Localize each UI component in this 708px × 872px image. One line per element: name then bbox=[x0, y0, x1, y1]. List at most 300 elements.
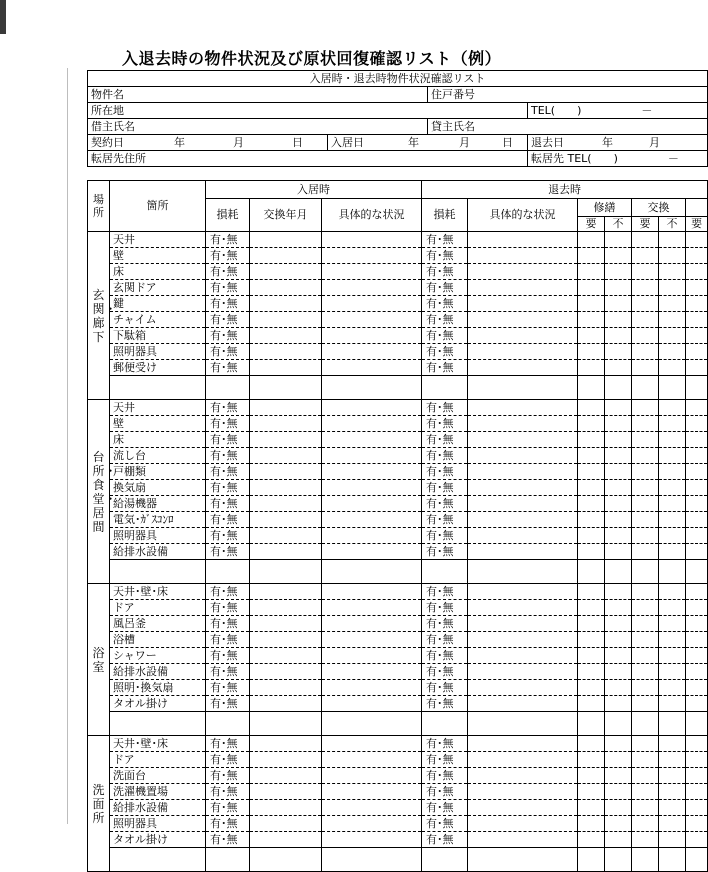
replace-date-cell[interactable] bbox=[250, 480, 322, 496]
repair-not-required-cell[interactable] bbox=[605, 752, 632, 768]
moveout-detail-cell[interactable] bbox=[468, 584, 578, 600]
repair-not-required-cell[interactable] bbox=[605, 632, 632, 648]
extra-cell[interactable] bbox=[686, 648, 708, 664]
replace-date-cell[interactable] bbox=[250, 632, 322, 648]
replace-date-cell[interactable] bbox=[250, 344, 322, 360]
replace-required-cell[interactable] bbox=[632, 528, 659, 544]
moveout-detail-cell[interactable] bbox=[468, 360, 578, 376]
repair-not-required-cell[interactable] bbox=[605, 328, 632, 344]
repair-required-cell[interactable] bbox=[578, 696, 605, 712]
replace-required-cell[interactable] bbox=[632, 448, 659, 464]
extra-cell[interactable] bbox=[686, 344, 708, 360]
replace-not-required-cell[interactable] bbox=[659, 632, 686, 648]
movein-damage-cell[interactable]: 有･無 bbox=[206, 632, 250, 648]
repair-not-required-cell[interactable] bbox=[605, 280, 632, 296]
replace-required-cell[interactable] bbox=[632, 616, 659, 632]
moveout-detail-cell[interactable] bbox=[468, 800, 578, 816]
movein-damage-cell[interactable]: 有･無 bbox=[206, 584, 250, 600]
extra-cell[interactable] bbox=[686, 736, 708, 752]
replace-date-cell[interactable] bbox=[250, 248, 322, 264]
replace-required-cell[interactable] bbox=[632, 752, 659, 768]
repair-not-required-cell[interactable] bbox=[605, 696, 632, 712]
moveout-damage-cell[interactable]: 有･無 bbox=[422, 232, 468, 248]
movein-damage-cell[interactable]: 有･無 bbox=[206, 832, 250, 848]
movein-detail-cell[interactable] bbox=[322, 480, 422, 496]
replace-not-required-cell[interactable] bbox=[659, 432, 686, 448]
movein-detail-cell[interactable] bbox=[322, 816, 422, 832]
extra-cell[interactable] bbox=[686, 400, 708, 416]
replace-date-cell[interactable] bbox=[250, 312, 322, 328]
movein-damage-cell[interactable]: 有･無 bbox=[206, 480, 250, 496]
moveout-damage-cell[interactable]: 有･無 bbox=[422, 648, 468, 664]
movein-detail-cell[interactable] bbox=[322, 296, 422, 312]
movein-detail-cell[interactable] bbox=[322, 280, 422, 296]
replace-date-cell[interactable] bbox=[250, 416, 322, 432]
movein-detail-cell[interactable] bbox=[322, 360, 422, 376]
replace-date-cell[interactable] bbox=[250, 400, 322, 416]
replace-date-cell[interactable] bbox=[250, 528, 322, 544]
repair-required-cell[interactable] bbox=[578, 512, 605, 528]
moveout-detail-cell[interactable] bbox=[468, 816, 578, 832]
movein-damage-cell[interactable]: 有･無 bbox=[206, 752, 250, 768]
movein-detail-cell[interactable] bbox=[322, 768, 422, 784]
repair-required-cell[interactable] bbox=[578, 232, 605, 248]
repair-required-cell[interactable] bbox=[578, 448, 605, 464]
replace-date-cell[interactable] bbox=[250, 512, 322, 528]
extra-cell[interactable] bbox=[686, 584, 708, 600]
replace-date-cell[interactable] bbox=[250, 816, 322, 832]
replace-required-cell[interactable] bbox=[632, 632, 659, 648]
moveout-detail-cell[interactable] bbox=[468, 784, 578, 800]
replace-not-required-cell[interactable] bbox=[659, 584, 686, 600]
moveout-damage-cell[interactable]: 有･無 bbox=[422, 696, 468, 712]
replace-not-required-cell[interactable] bbox=[659, 832, 686, 848]
movein-detail-cell[interactable] bbox=[322, 232, 422, 248]
movein-damage-cell[interactable]: 有･無 bbox=[206, 664, 250, 680]
replace-required-cell[interactable] bbox=[632, 280, 659, 296]
replace-required-cell[interactable] bbox=[632, 344, 659, 360]
moveout-detail-cell[interactable] bbox=[468, 264, 578, 280]
movein-damage-cell[interactable]: 有･無 bbox=[206, 344, 250, 360]
replace-required-cell[interactable] bbox=[632, 400, 659, 416]
repair-required-cell[interactable] bbox=[578, 296, 605, 312]
repair-not-required-cell[interactable] bbox=[605, 816, 632, 832]
repair-not-required-cell[interactable] bbox=[605, 784, 632, 800]
replace-required-cell[interactable] bbox=[632, 312, 659, 328]
repair-not-required-cell[interactable] bbox=[605, 648, 632, 664]
repair-required-cell[interactable] bbox=[578, 496, 605, 512]
moveout-detail-cell[interactable] bbox=[468, 280, 578, 296]
repair-not-required-cell[interactable] bbox=[605, 480, 632, 496]
moveout-detail-cell[interactable] bbox=[468, 328, 578, 344]
replace-date-cell[interactable] bbox=[250, 360, 322, 376]
movein-damage-cell[interactable]: 有･無 bbox=[206, 416, 250, 432]
repair-required-cell[interactable] bbox=[578, 344, 605, 360]
movein-detail-cell[interactable] bbox=[322, 784, 422, 800]
moveout-detail-cell[interactable] bbox=[468, 768, 578, 784]
moveout-damage-cell[interactable]: 有･無 bbox=[422, 800, 468, 816]
replace-not-required-cell[interactable] bbox=[659, 800, 686, 816]
extra-cell[interactable] bbox=[686, 632, 708, 648]
repair-required-cell[interactable] bbox=[578, 416, 605, 432]
movein-damage-cell[interactable]: 有･無 bbox=[206, 312, 250, 328]
repair-required-cell[interactable] bbox=[578, 648, 605, 664]
replace-not-required-cell[interactable] bbox=[659, 400, 686, 416]
movein-damage-cell[interactable]: 有･無 bbox=[206, 544, 250, 560]
moveout-detail-cell[interactable] bbox=[468, 544, 578, 560]
extra-cell[interactable] bbox=[686, 232, 708, 248]
repair-not-required-cell[interactable] bbox=[605, 248, 632, 264]
repair-not-required-cell[interactable] bbox=[605, 768, 632, 784]
moveout-detail-cell[interactable] bbox=[468, 696, 578, 712]
movein-damage-cell[interactable]: 有･無 bbox=[206, 512, 250, 528]
repair-not-required-cell[interactable] bbox=[605, 416, 632, 432]
moveout-damage-cell[interactable]: 有･無 bbox=[422, 544, 468, 560]
replace-not-required-cell[interactable] bbox=[659, 736, 686, 752]
movein-detail-cell[interactable] bbox=[322, 696, 422, 712]
moveout-detail-cell[interactable] bbox=[468, 664, 578, 680]
repair-required-cell[interactable] bbox=[578, 664, 605, 680]
replace-required-cell[interactable] bbox=[632, 696, 659, 712]
repair-not-required-cell[interactable] bbox=[605, 544, 632, 560]
moveout-damage-cell[interactable]: 有･無 bbox=[422, 584, 468, 600]
replace-required-cell[interactable] bbox=[632, 360, 659, 376]
repair-required-cell[interactable] bbox=[578, 632, 605, 648]
extra-cell[interactable] bbox=[686, 328, 708, 344]
replace-date-cell[interactable] bbox=[250, 280, 322, 296]
extra-cell[interactable] bbox=[686, 680, 708, 696]
replace-required-cell[interactable] bbox=[632, 544, 659, 560]
moveout-damage-cell[interactable]: 有･無 bbox=[422, 328, 468, 344]
replace-not-required-cell[interactable] bbox=[659, 328, 686, 344]
replace-not-required-cell[interactable] bbox=[659, 296, 686, 312]
movein-damage-cell[interactable]: 有･無 bbox=[206, 680, 250, 696]
extra-cell[interactable] bbox=[686, 800, 708, 816]
repair-required-cell[interactable] bbox=[578, 752, 605, 768]
moveout-damage-cell[interactable]: 有･無 bbox=[422, 768, 468, 784]
movein-detail-cell[interactable] bbox=[322, 344, 422, 360]
movein-detail-cell[interactable] bbox=[322, 800, 422, 816]
replace-not-required-cell[interactable] bbox=[659, 248, 686, 264]
replace-date-cell[interactable] bbox=[250, 616, 322, 632]
extra-cell[interactable] bbox=[686, 480, 708, 496]
replace-not-required-cell[interactable] bbox=[659, 312, 686, 328]
replace-date-cell[interactable] bbox=[250, 680, 322, 696]
repair-not-required-cell[interactable] bbox=[605, 496, 632, 512]
replace-date-cell[interactable] bbox=[250, 648, 322, 664]
replace-date-cell[interactable] bbox=[250, 752, 322, 768]
moveout-damage-cell[interactable]: 有･無 bbox=[422, 512, 468, 528]
moveout-detail-cell[interactable] bbox=[468, 416, 578, 432]
replace-required-cell[interactable] bbox=[632, 432, 659, 448]
repair-required-cell[interactable] bbox=[578, 816, 605, 832]
repair-required-cell[interactable] bbox=[578, 528, 605, 544]
replace-not-required-cell[interactable] bbox=[659, 784, 686, 800]
repair-not-required-cell[interactable] bbox=[605, 448, 632, 464]
movein-detail-cell[interactable] bbox=[322, 448, 422, 464]
moveout-damage-cell[interactable]: 有･無 bbox=[422, 616, 468, 632]
movein-damage-cell[interactable]: 有･無 bbox=[206, 616, 250, 632]
replace-required-cell[interactable] bbox=[632, 328, 659, 344]
replace-required-cell[interactable] bbox=[632, 296, 659, 312]
moveout-detail-cell[interactable] bbox=[468, 496, 578, 512]
replace-not-required-cell[interactable] bbox=[659, 280, 686, 296]
replace-not-required-cell[interactable] bbox=[659, 816, 686, 832]
replace-date-cell[interactable] bbox=[250, 696, 322, 712]
movein-damage-cell[interactable]: 有･無 bbox=[206, 800, 250, 816]
replace-not-required-cell[interactable] bbox=[659, 496, 686, 512]
replace-required-cell[interactable] bbox=[632, 464, 659, 480]
moveout-damage-cell[interactable]: 有･無 bbox=[422, 600, 468, 616]
moveout-detail-cell[interactable] bbox=[468, 736, 578, 752]
extra-cell[interactable] bbox=[686, 296, 708, 312]
replace-not-required-cell[interactable] bbox=[659, 648, 686, 664]
movein-detail-cell[interactable] bbox=[322, 328, 422, 344]
movein-damage-cell[interactable]: 有･無 bbox=[206, 328, 250, 344]
movein-detail-cell[interactable] bbox=[322, 832, 422, 848]
movein-detail-cell[interactable] bbox=[322, 496, 422, 512]
moveout-detail-cell[interactable] bbox=[468, 632, 578, 648]
moveout-detail-cell[interactable] bbox=[468, 512, 578, 528]
repair-not-required-cell[interactable] bbox=[605, 232, 632, 248]
replace-not-required-cell[interactable] bbox=[659, 480, 686, 496]
movein-damage-cell[interactable]: 有･無 bbox=[206, 768, 250, 784]
extra-cell[interactable] bbox=[686, 496, 708, 512]
replace-not-required-cell[interactable] bbox=[659, 600, 686, 616]
movein-damage-cell[interactable]: 有･無 bbox=[206, 528, 250, 544]
moveout-detail-cell[interactable] bbox=[468, 616, 578, 632]
extra-cell[interactable] bbox=[686, 664, 708, 680]
repair-not-required-cell[interactable] bbox=[605, 312, 632, 328]
movein-detail-cell[interactable] bbox=[322, 528, 422, 544]
replace-date-cell[interactable] bbox=[250, 496, 322, 512]
repair-required-cell[interactable] bbox=[578, 328, 605, 344]
repair-required-cell[interactable] bbox=[578, 544, 605, 560]
movein-detail-cell[interactable] bbox=[322, 584, 422, 600]
movein-damage-cell[interactable]: 有･無 bbox=[206, 296, 250, 312]
replace-not-required-cell[interactable] bbox=[659, 448, 686, 464]
repair-required-cell[interactable] bbox=[578, 600, 605, 616]
movein-damage-cell[interactable]: 有･無 bbox=[206, 360, 250, 376]
replace-required-cell[interactable] bbox=[632, 784, 659, 800]
moveout-damage-cell[interactable]: 有･無 bbox=[422, 752, 468, 768]
replace-date-cell[interactable] bbox=[250, 448, 322, 464]
movein-damage-cell[interactable]: 有･無 bbox=[206, 496, 250, 512]
moveout-damage-cell[interactable]: 有･無 bbox=[422, 296, 468, 312]
movein-damage-cell[interactable]: 有･無 bbox=[206, 784, 250, 800]
replace-date-cell[interactable] bbox=[250, 296, 322, 312]
movein-detail-cell[interactable] bbox=[322, 416, 422, 432]
movein-damage-cell[interactable]: 有･無 bbox=[206, 232, 250, 248]
extra-cell[interactable] bbox=[686, 416, 708, 432]
movein-detail-cell[interactable] bbox=[322, 400, 422, 416]
repair-not-required-cell[interactable] bbox=[605, 344, 632, 360]
movein-damage-cell[interactable]: 有･無 bbox=[206, 696, 250, 712]
replace-date-cell[interactable] bbox=[250, 464, 322, 480]
extra-cell[interactable] bbox=[686, 544, 708, 560]
replace-required-cell[interactable] bbox=[632, 264, 659, 280]
moveout-damage-cell[interactable]: 有･無 bbox=[422, 360, 468, 376]
movein-damage-cell[interactable]: 有･無 bbox=[206, 464, 250, 480]
movein-damage-cell[interactable]: 有･無 bbox=[206, 264, 250, 280]
repair-not-required-cell[interactable] bbox=[605, 680, 632, 696]
repair-not-required-cell[interactable] bbox=[605, 800, 632, 816]
extra-cell[interactable] bbox=[686, 616, 708, 632]
replace-required-cell[interactable] bbox=[632, 816, 659, 832]
repair-required-cell[interactable] bbox=[578, 680, 605, 696]
moveout-damage-cell[interactable]: 有･無 bbox=[422, 816, 468, 832]
movein-detail-cell[interactable] bbox=[322, 632, 422, 648]
replace-not-required-cell[interactable] bbox=[659, 264, 686, 280]
replace-date-cell[interactable] bbox=[250, 832, 322, 848]
repair-not-required-cell[interactable] bbox=[605, 264, 632, 280]
replace-date-cell[interactable] bbox=[250, 600, 322, 616]
repair-required-cell[interactable] bbox=[578, 464, 605, 480]
moveout-detail-cell[interactable] bbox=[468, 600, 578, 616]
repair-required-cell[interactable] bbox=[578, 248, 605, 264]
replace-not-required-cell[interactable] bbox=[659, 680, 686, 696]
movein-damage-cell[interactable]: 有･無 bbox=[206, 648, 250, 664]
movein-detail-cell[interactable] bbox=[322, 544, 422, 560]
repair-required-cell[interactable] bbox=[578, 480, 605, 496]
replace-not-required-cell[interactable] bbox=[659, 512, 686, 528]
extra-cell[interactable] bbox=[686, 832, 708, 848]
repair-not-required-cell[interactable] bbox=[605, 296, 632, 312]
moveout-damage-cell[interactable]: 有･無 bbox=[422, 784, 468, 800]
moveout-damage-cell[interactable]: 有･無 bbox=[422, 632, 468, 648]
replace-not-required-cell[interactable] bbox=[659, 616, 686, 632]
replace-required-cell[interactable] bbox=[632, 496, 659, 512]
repair-required-cell[interactable] bbox=[578, 312, 605, 328]
replace-required-cell[interactable] bbox=[632, 584, 659, 600]
repair-not-required-cell[interactable] bbox=[605, 464, 632, 480]
moveout-detail-cell[interactable] bbox=[468, 480, 578, 496]
moveout-damage-cell[interactable]: 有･無 bbox=[422, 248, 468, 264]
replace-not-required-cell[interactable] bbox=[659, 768, 686, 784]
moveout-damage-cell[interactable]: 有･無 bbox=[422, 736, 468, 752]
movein-damage-cell[interactable]: 有･無 bbox=[206, 400, 250, 416]
extra-cell[interactable] bbox=[686, 768, 708, 784]
moveout-detail-cell[interactable] bbox=[468, 448, 578, 464]
extra-cell[interactable] bbox=[686, 696, 708, 712]
repair-required-cell[interactable] bbox=[578, 264, 605, 280]
replace-not-required-cell[interactable] bbox=[659, 664, 686, 680]
replace-required-cell[interactable] bbox=[632, 480, 659, 496]
replace-required-cell[interactable] bbox=[632, 232, 659, 248]
movein-damage-cell[interactable]: 有･無 bbox=[206, 816, 250, 832]
movein-detail-cell[interactable] bbox=[322, 600, 422, 616]
repair-required-cell[interactable] bbox=[578, 768, 605, 784]
movein-damage-cell[interactable]: 有･無 bbox=[206, 448, 250, 464]
replace-required-cell[interactable] bbox=[632, 800, 659, 816]
replace-required-cell[interactable] bbox=[632, 768, 659, 784]
replace-date-cell[interactable] bbox=[250, 664, 322, 680]
replace-date-cell[interactable] bbox=[250, 784, 322, 800]
replace-not-required-cell[interactable] bbox=[659, 464, 686, 480]
movein-detail-cell[interactable] bbox=[322, 736, 422, 752]
extra-cell[interactable] bbox=[686, 360, 708, 376]
replace-required-cell[interactable] bbox=[632, 600, 659, 616]
movein-detail-cell[interactable] bbox=[322, 264, 422, 280]
repair-required-cell[interactable] bbox=[578, 400, 605, 416]
repair-not-required-cell[interactable] bbox=[605, 664, 632, 680]
repair-not-required-cell[interactable] bbox=[605, 832, 632, 848]
moveout-detail-cell[interactable] bbox=[468, 680, 578, 696]
moveout-damage-cell[interactable]: 有･無 bbox=[422, 496, 468, 512]
extra-cell[interactable] bbox=[686, 264, 708, 280]
movein-damage-cell[interactable]: 有･無 bbox=[206, 736, 250, 752]
replace-required-cell[interactable] bbox=[632, 648, 659, 664]
replace-required-cell[interactable] bbox=[632, 248, 659, 264]
moveout-detail-cell[interactable] bbox=[468, 344, 578, 360]
repair-not-required-cell[interactable] bbox=[605, 616, 632, 632]
replace-not-required-cell[interactable] bbox=[659, 232, 686, 248]
movein-damage-cell[interactable]: 有･無 bbox=[206, 600, 250, 616]
repair-required-cell[interactable] bbox=[578, 360, 605, 376]
repair-not-required-cell[interactable] bbox=[605, 512, 632, 528]
movein-detail-cell[interactable] bbox=[322, 752, 422, 768]
moveout-detail-cell[interactable] bbox=[468, 248, 578, 264]
replace-date-cell[interactable] bbox=[250, 328, 322, 344]
moveout-damage-cell[interactable]: 有･無 bbox=[422, 400, 468, 416]
moveout-detail-cell[interactable] bbox=[468, 528, 578, 544]
repair-required-cell[interactable] bbox=[578, 736, 605, 752]
repair-not-required-cell[interactable] bbox=[605, 432, 632, 448]
replace-date-cell[interactable] bbox=[250, 800, 322, 816]
repair-not-required-cell[interactable] bbox=[605, 736, 632, 752]
moveout-damage-cell[interactable]: 有･無 bbox=[422, 432, 468, 448]
extra-cell[interactable] bbox=[686, 600, 708, 616]
moveout-detail-cell[interactable] bbox=[468, 464, 578, 480]
repair-not-required-cell[interactable] bbox=[605, 528, 632, 544]
extra-cell[interactable] bbox=[686, 432, 708, 448]
movein-detail-cell[interactable] bbox=[322, 248, 422, 264]
replace-date-cell[interactable] bbox=[250, 432, 322, 448]
extra-cell[interactable] bbox=[686, 312, 708, 328]
replace-date-cell[interactable] bbox=[250, 584, 322, 600]
moveout-damage-cell[interactable]: 有･無 bbox=[422, 312, 468, 328]
moveout-detail-cell[interactable] bbox=[468, 400, 578, 416]
movein-detail-cell[interactable] bbox=[322, 432, 422, 448]
replace-not-required-cell[interactable] bbox=[659, 528, 686, 544]
moveout-damage-cell[interactable]: 有･無 bbox=[422, 528, 468, 544]
extra-cell[interactable] bbox=[686, 280, 708, 296]
repair-required-cell[interactable] bbox=[578, 784, 605, 800]
replace-required-cell[interactable] bbox=[632, 832, 659, 848]
moveout-detail-cell[interactable] bbox=[468, 312, 578, 328]
moveout-damage-cell[interactable]: 有･無 bbox=[422, 280, 468, 296]
replace-not-required-cell[interactable] bbox=[659, 416, 686, 432]
replace-not-required-cell[interactable] bbox=[659, 544, 686, 560]
extra-cell[interactable] bbox=[686, 448, 708, 464]
moveout-detail-cell[interactable] bbox=[468, 648, 578, 664]
repair-not-required-cell[interactable] bbox=[605, 584, 632, 600]
moveout-detail-cell[interactable] bbox=[468, 752, 578, 768]
moveout-damage-cell[interactable]: 有･無 bbox=[422, 680, 468, 696]
replace-not-required-cell[interactable] bbox=[659, 344, 686, 360]
repair-required-cell[interactable] bbox=[578, 432, 605, 448]
moveout-detail-cell[interactable] bbox=[468, 232, 578, 248]
moveout-damage-cell[interactable]: 有･無 bbox=[422, 832, 468, 848]
replace-not-required-cell[interactable] bbox=[659, 360, 686, 376]
extra-cell[interactable] bbox=[686, 528, 708, 544]
extra-cell[interactable] bbox=[686, 784, 708, 800]
moveout-detail-cell[interactable] bbox=[468, 832, 578, 848]
replace-required-cell[interactable] bbox=[632, 680, 659, 696]
moveout-detail-cell[interactable] bbox=[468, 432, 578, 448]
movein-detail-cell[interactable] bbox=[322, 664, 422, 680]
replace-not-required-cell[interactable] bbox=[659, 752, 686, 768]
